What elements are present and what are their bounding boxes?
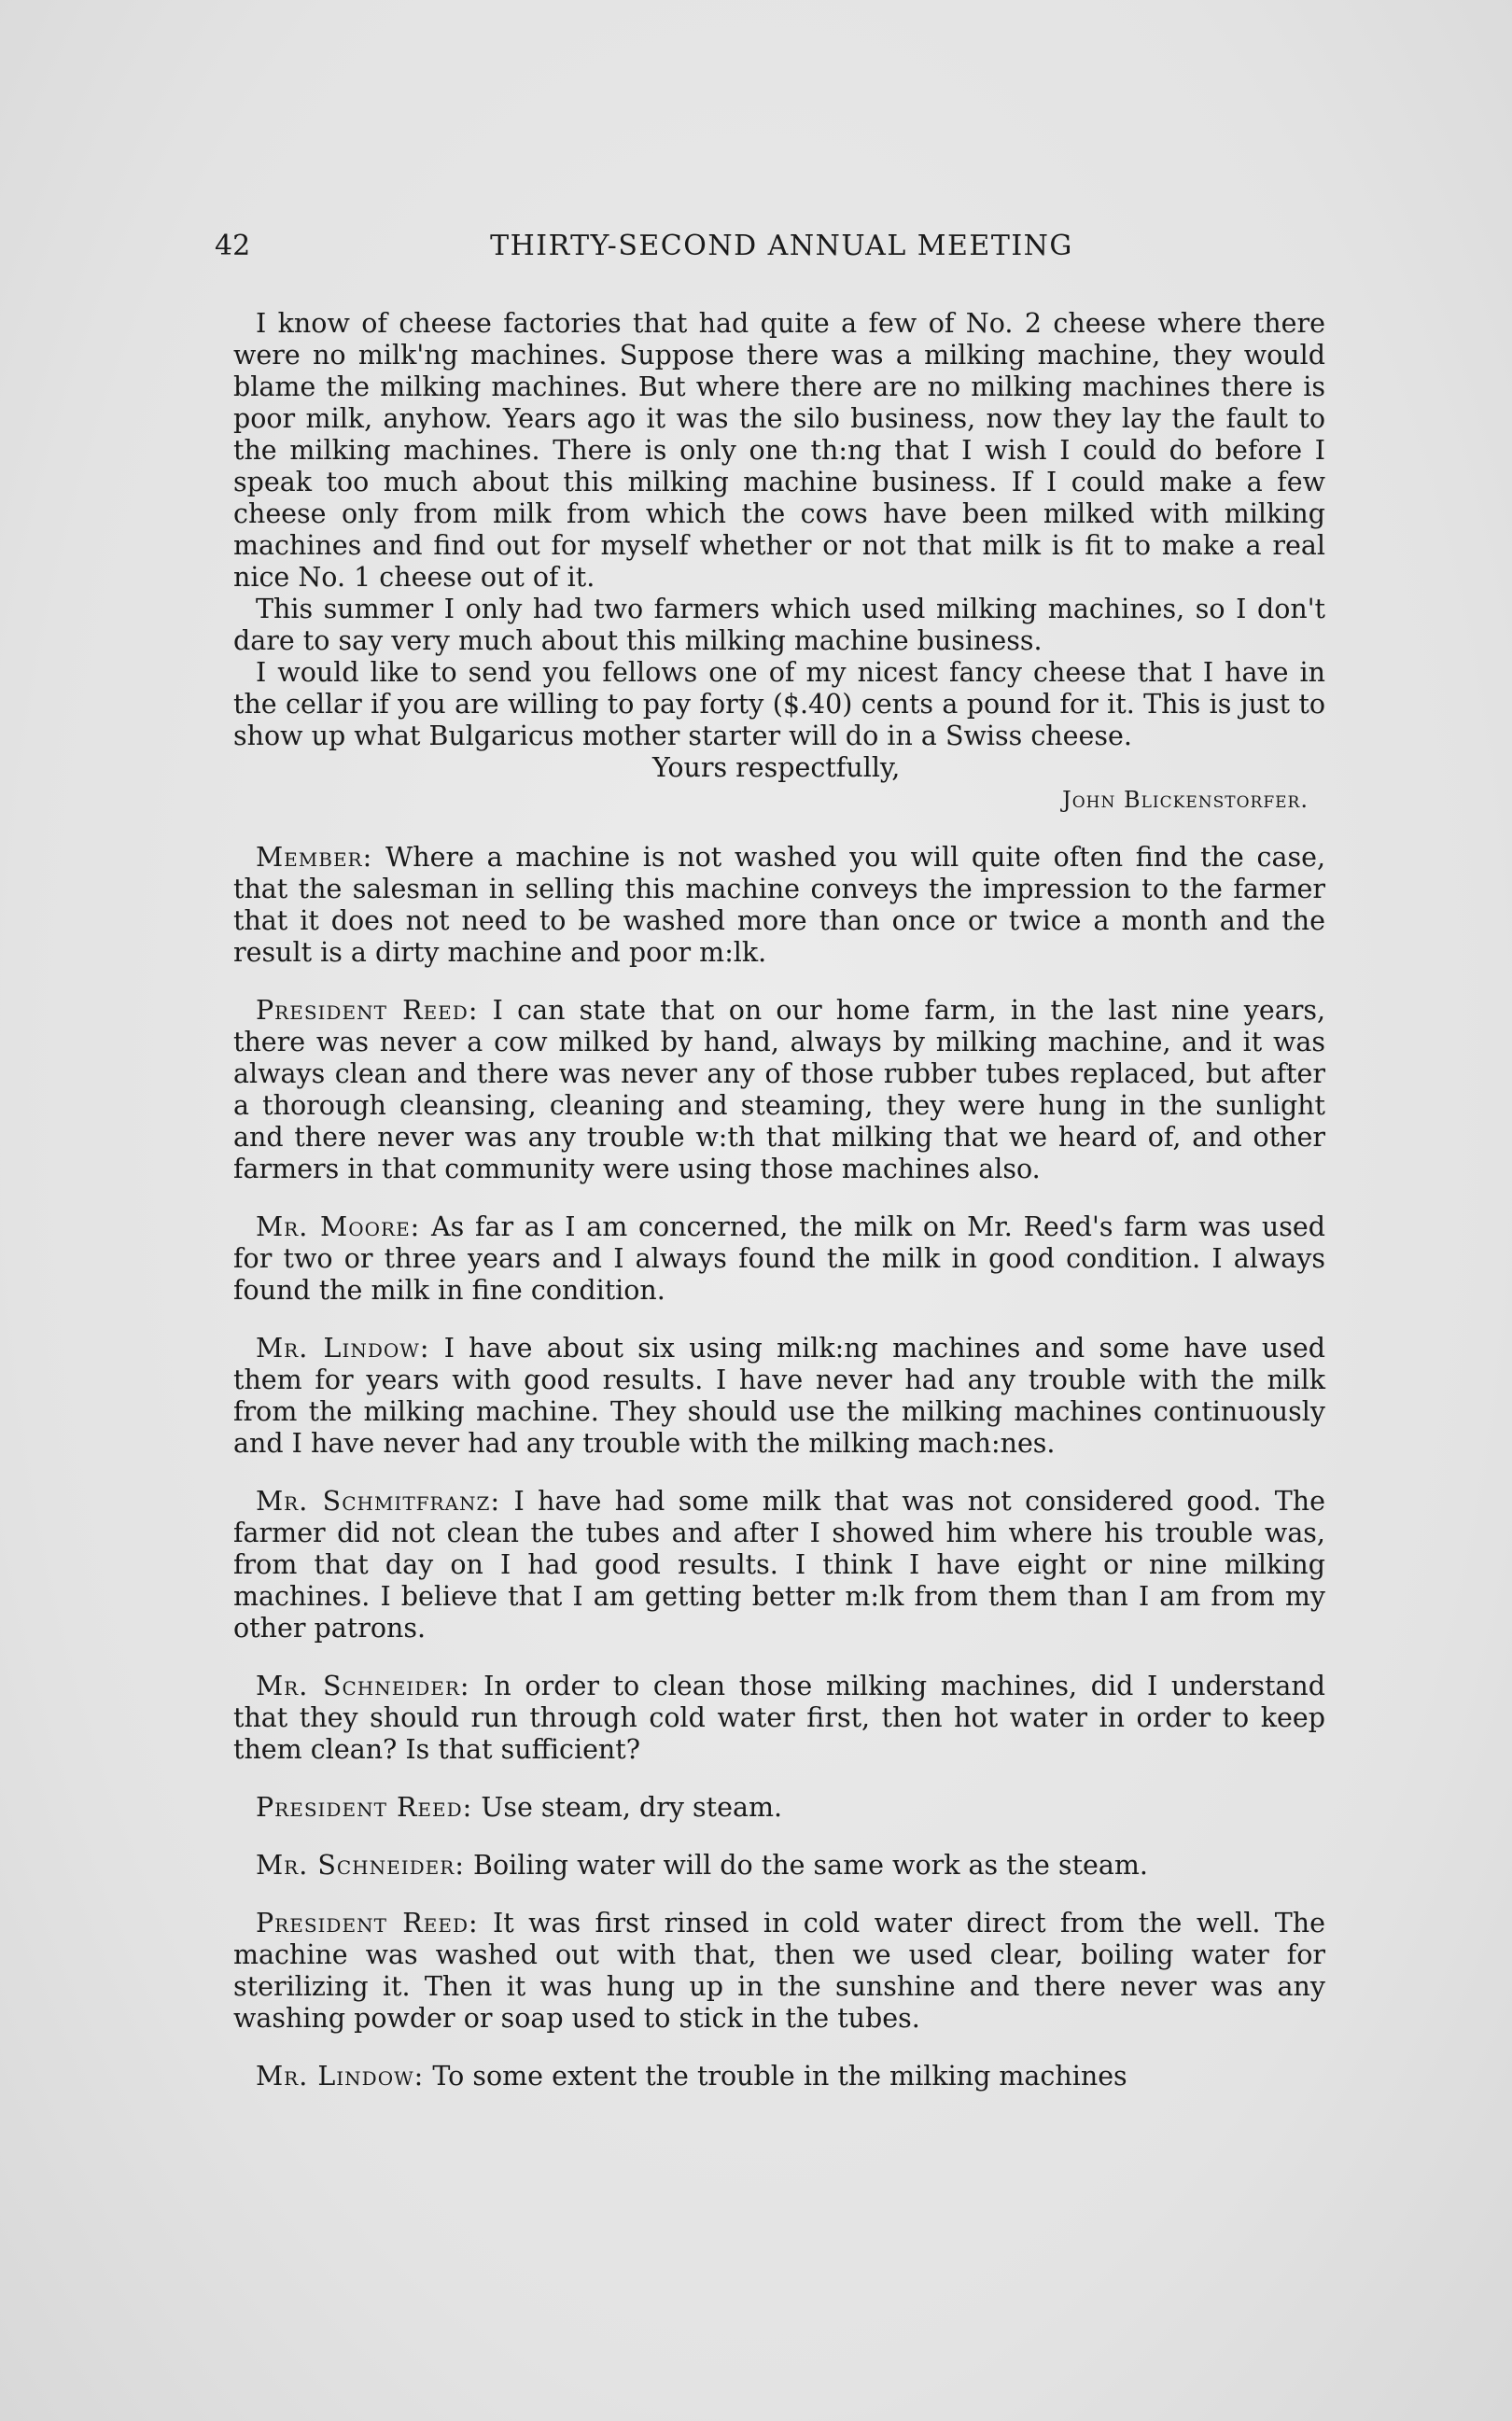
speech-text: As far as I am concerned, the milk on Mr. Reed's farm was used for two or three years and I always found the milk in good condition. I always found the milk in fine condition. — [233, 1211, 1325, 1306]
speaker-name: Mr. Schmitfranz: — [256, 1486, 501, 1517]
page-header — [215, 230, 1349, 276]
discussion-paragraph — [233, 1486, 1325, 1644]
speech-text: I have had some milk that was not considered good. The farmer did not clean the tubes and after I showed him where his trouble was, from that day on I had good results. I think I have eight or nine milking machines. I believe that I am getting better m:lk from them than I am from my other patrons. — [233, 1486, 1325, 1644]
letter-paragraph: I know of cheese factories that had quite a few of No. 2 cheese where there were no milk'ng machines. Suppose there was a milking machine, they would blame the milking machines. But where there are no milking machines there is poor milk, anyhow. Years ago it was the silo business, now they lay the fault to the milking machines. There is only one th:ng that I wish I could do before I speak too much about this milking machine business. If I could make a few cheese only from milk from which the cows have been milked with milking machines and find out for myself whether or not that milk is fit to make a real nice No. 1 cheese out of it. — [233, 308, 1325, 593]
speech-text: Where a machine is not washed you will quite often find the case, that the salesman in selling this machine conveys the impression to the farmer that it does not need to be washed more than once or twice a month and the result is a dirty machine and poor m:lk. — [233, 842, 1326, 968]
page-number: 42 — [215, 230, 251, 262]
letter-paragraph: This summer I only had two farmers which used milking machines, so I don't dare to say very much about this milking machine business. — [233, 594, 1325, 656]
page-body — [233, 308, 1325, 2092]
speaker-name: Mr. Lindow: — [256, 1333, 430, 1364]
discussion-paragraph — [233, 1850, 1325, 1882]
speaker-name: President Reed: — [256, 995, 479, 1026]
speaker-name: Mr. Schneider: — [256, 1850, 465, 1881]
speech-text: To some extent the trouble in the milking machines — [432, 2061, 1127, 2092]
speech-text: Boiling water will do the same work as the steam. — [473, 1850, 1148, 1881]
speaker-name: Member: — [256, 842, 373, 873]
discussion-paragraph — [233, 1333, 1325, 1460]
speech-text: I can state that on our home farm, in the last nine years, there was never a cow milked by hand, always by milking machine, and it was always clean and there was never any of those rubber tubes replaced, but after a thorough cleansing, cleaning and steaming, they were hung in the sunlight and there never was any trouble w:th that milking that we heard of, and other farmers in that community were using those machines also. — [233, 995, 1326, 1184]
speech-text: Use steam, dry steam. — [481, 1792, 783, 1823]
running-title: THIRTY-SECOND ANNUAL MEETING — [490, 230, 1073, 262]
letter-signature: John Blickenstorfer. — [1062, 787, 1309, 813]
speaker-name: President Reed: — [256, 1792, 473, 1823]
speaker-name: Mr. Schneider: — [256, 1671, 470, 1701]
speaker-name: Mr. Moore: — [256, 1211, 421, 1242]
discussion-paragraph — [233, 1671, 1325, 1766]
letter-paragraph: I would like to send you fellows one of my nicest fancy cheese that I have in the cellar if you are willing to pay forty ($.40) cents a pound for it. This is just to show up what Bulgaricus mother starter will do in a Swiss cheese. — [233, 657, 1325, 751]
speech-text: In order to clean those milking machines, did I understand that they should run through cold water first, then hot water in order to keep them clean? Is that sufficient? — [233, 1671, 1326, 1765]
discussion-paragraph — [233, 1908, 1325, 2035]
discussion-paragraph — [233, 1211, 1325, 1307]
discussion-paragraph — [233, 842, 1325, 969]
speech-text: It was first rinsed in cold water direct from the well. The machine was washed out with that, then we used clear, boiling water for sterilizing it. Then it was hung up in the sunshine and there never was any washing powder or soap used to stick in the tubes. — [233, 1908, 1326, 2034]
letter-closing: Yours respectfully, — [652, 752, 901, 783]
discussion-paragraph — [233, 2061, 1325, 2092]
speaker-name: President Reed: — [256, 1908, 479, 1938]
speaker-name: Mr. Lindow: — [256, 2061, 425, 2092]
discussion-paragraph — [233, 995, 1325, 1185]
speech-text: I have about six using milk:ng machines and some have used them for years with good results. I have never had any trouble with the milk from the milking machine. They should use the milking machines continuously and I have never had any trouble with the milking mach:nes. — [233, 1333, 1325, 1459]
discussion-paragraph — [233, 1792, 1325, 1824]
